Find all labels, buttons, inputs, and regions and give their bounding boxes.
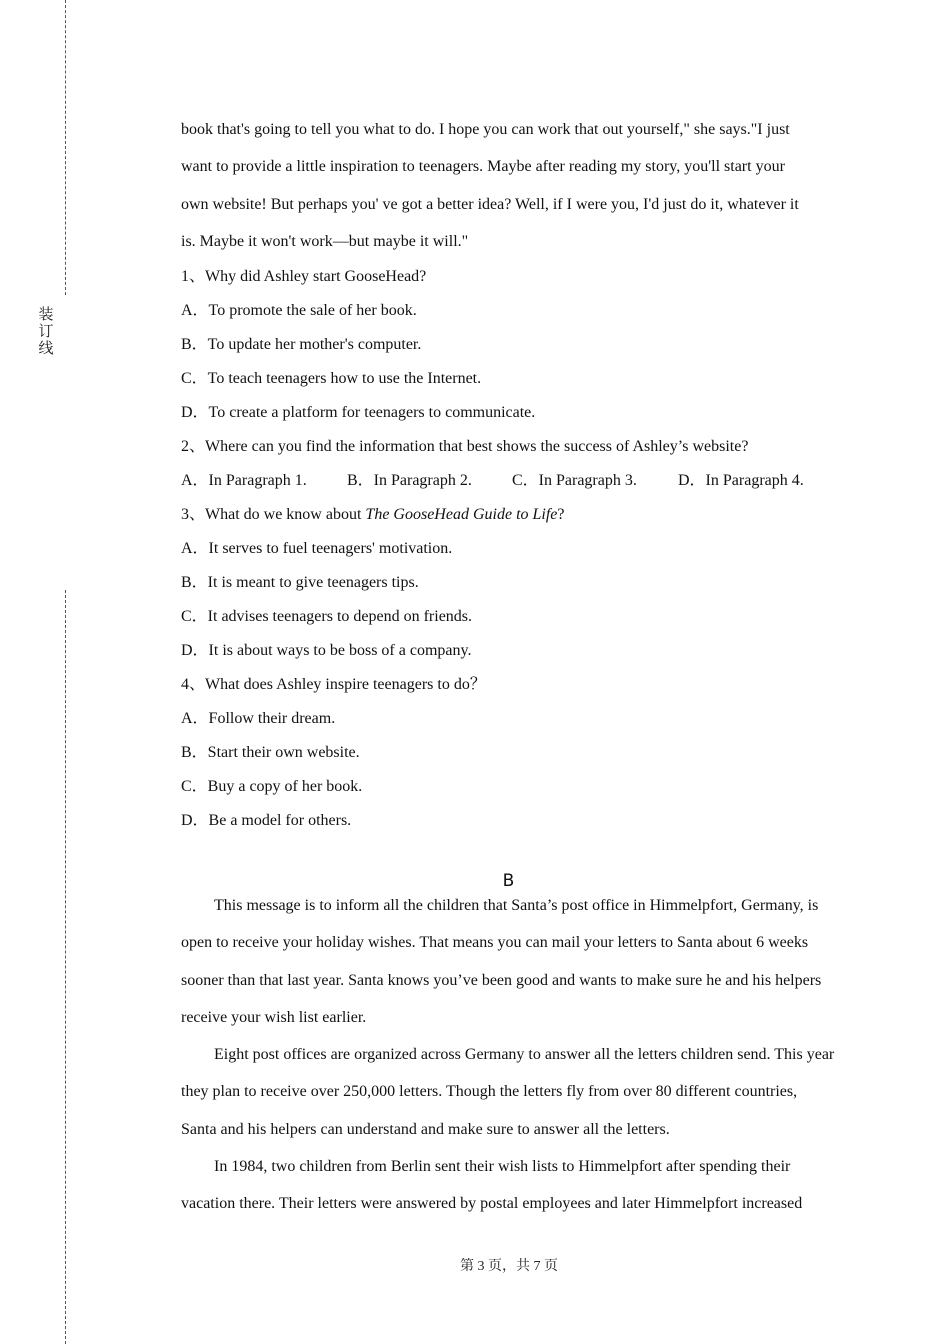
passage-a-line: book that's going to tell you what to do. I hope you can work that out yourself," she says."I just [181,121,790,138]
option-d: D．It is about ways to be boss of a company. [181,642,472,660]
option-a: A．To promote the sale of her book. [181,302,417,320]
option-d: D．In Paragraph 4. [678,472,804,490]
question-stem [181,498,836,532]
option-b: B．To update her mother's computer. [181,336,422,354]
option-c: C．Buy a copy of her book. [181,778,363,796]
option-d: D．To create a platform for teenagers to communicate. [181,404,536,422]
section-b-title: B [502,871,515,891]
passage-a-line: is. Maybe it won't work—but maybe it will." [181,232,469,250]
book-title: The GooseHead Guide to Life [365,506,558,524]
option-a: A．In Paragraph 1. [181,472,307,490]
option-c: C．To teach teenagers how to use the Internet. [181,370,482,388]
option-c: C．It advises teenagers to depend on friends. [181,608,473,626]
option-b: B．In Paragraph 2. [347,472,472,490]
question-3 [181,498,836,668]
option-b: B．Start their own website. [181,744,360,762]
question-4 [181,668,836,838]
passage-b-paragraph: This message is to inform all the children that Santa’s post office in Himmelpfort, Germany, is open to receive your holiday wishes. That means you can mail your letters to Santa about 6 weeks sooner than that last year. Santa knows you’ve been good and wants to make sure he and his helpers receive your wish list earlier. [181,897,822,1026]
passage-a-and-questions [181,111,836,838]
question-stem: 2、Where can you find the information that best shows the success of Ashley’s website? [181,438,749,456]
passage-a-line: want to provide a little inspiration to teenagers. Maybe after reading my story, you'll start your [181,158,785,176]
question-stem: 1、Why did Ashley start GooseHead? [181,268,427,286]
passage-b-paragraph: Eight post offices are organized across Germany to answer all the letters children send. This year they plan to receive over 250,000 letters. Though the letters fly from over 80 different countries, Santa and his helpers can understand and make sure to answer all the letters. [181,1046,835,1138]
passage-a-line: own website! But perhaps you' ve got a better idea? Well, if I were you, I'd just do it, whatever it [181,195,799,213]
stem-suffix: ? [557,506,565,524]
stem-prefix: 3、What do we know about [181,506,366,524]
binding-label: 装订线 [38,305,54,357]
question-stem: 4、What does Ashley inspire teenagers to do？ [181,676,486,694]
option-c: C．In Paragraph 3. [512,472,637,490]
passage-b-paragraph: In 1984, two children from Berlin sent their wish lists to Himmelpfort after spending their vacation there. Their letters were answered by postal employees and later Himmelpfort increased [181,1158,803,1213]
question-2 [181,430,836,498]
option-d: D．Be a model for others. [181,812,352,830]
passage-b [181,887,836,1223]
question-1 [181,260,836,430]
binding-dashed-line-top [65,0,66,295]
page-number-footer: 第 3 页，共 7 页 [460,1259,558,1274]
option-a: A．It serves to fuel teenagers' motivation. [181,540,453,558]
option-b: B．It is meant to give teenagers tips. [181,574,419,592]
binding-dashed-line-bottom [65,590,66,1344]
options-row [181,464,836,498]
option-a: A．Follow their dream. [181,710,336,728]
